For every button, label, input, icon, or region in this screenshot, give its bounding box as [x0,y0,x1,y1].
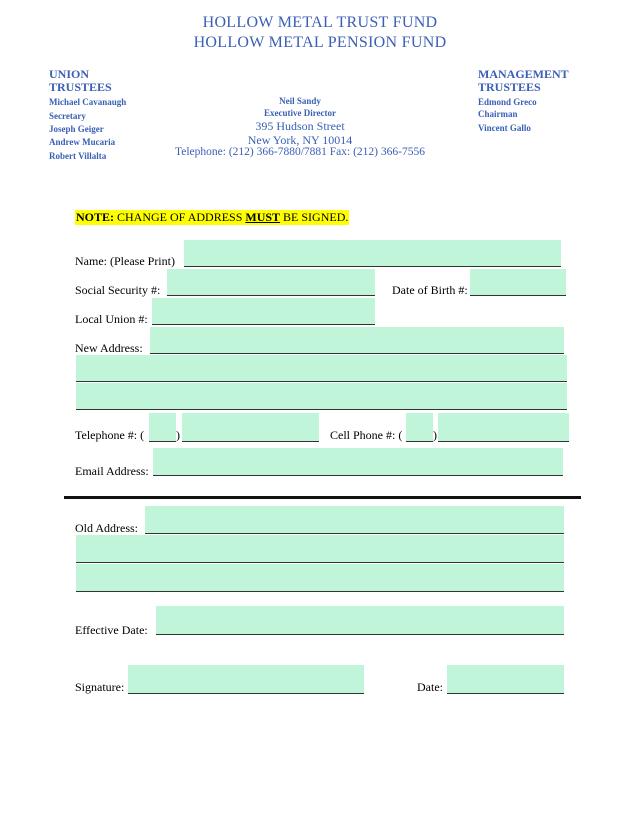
union-heading-line1: UNION [49,67,90,81]
old-address-line-1[interactable] [145,506,564,534]
ssn-field[interactable] [167,269,375,296]
director-name: Neil Sandy [279,96,321,106]
note-must: MUST [245,210,281,224]
local-union-field[interactable] [152,298,375,325]
note-text-2: BE SIGNED. [280,210,349,224]
dob-label: Date of Birth #: [392,283,468,297]
management-heading-line1: MANAGEMENT [478,67,569,81]
union-heading-line2: TRUSTEES [49,80,112,94]
email-field[interactable] [153,448,563,476]
telephone-label: Telephone #: ( [75,428,145,442]
new-address-line-2[interactable] [76,355,567,382]
telephone-number-field[interactable] [182,413,319,442]
section-divider [64,496,581,499]
new-address-label: New Address: [75,341,143,355]
cell-area-code-field[interactable] [406,413,433,442]
union-trustees-list [49,96,126,162]
union-trustee: Secretary [49,111,86,121]
fund-title-1: HOLLOW METAL TRUST FUND [202,14,438,31]
management-trustee: Chairman [478,109,518,119]
cell-paren-close: ) [433,428,437,442]
street-address: 395 Hudson Street [255,119,345,133]
union-trustee: Joseph Geiger [49,124,104,134]
fund-title-2: HOLLOW METAL PENSION FUND [193,34,447,51]
effective-date-label: Effective Date: [75,623,148,637]
old-address-label: Old Address: [75,521,138,535]
email-label: Email Address: [75,464,149,478]
date-label: Date: [417,680,443,694]
name-label: Name: (Please Print) [75,254,175,268]
union-trustee: Robert Villalta [49,151,107,161]
union-trustee: Andrew Mucaria [49,137,116,147]
cell-number-field[interactable] [438,413,569,442]
effective-date-field[interactable] [156,606,564,635]
new-address-line-3[interactable] [76,383,567,410]
director-title: Executive Director [263,108,337,118]
old-address-line-3[interactable] [76,564,564,592]
note-text-1: CHANGE OF ADDRESS [114,210,246,224]
new-address-line-1[interactable] [150,327,564,354]
signature-field[interactable] [128,665,364,694]
old-address-line-2[interactable] [76,535,564,563]
management-trustee: Vincent Gallo [478,123,531,133]
management-trustees-list [478,96,537,134]
local-union-label: Local Union #: [75,312,148,326]
management-heading-line2: TRUSTEES [478,80,541,94]
management-trustee: Edmond Greco [478,97,537,107]
management-trustees-heading [478,68,569,94]
date-field[interactable] [447,665,564,694]
dob-field[interactable] [470,269,566,296]
name-field[interactable] [184,240,561,267]
ssn-label: Social Security #: [75,283,161,297]
telephone-paren-close: ) [176,428,180,442]
city-address: New York, NY 10014 [247,133,353,147]
signature-note [75,210,349,225]
signature-label: Signature: [75,680,125,694]
union-trustee: Michael Cavanaugh [49,97,127,107]
telephone-area-code-field[interactable] [149,413,176,442]
union-trustees-heading [49,68,112,94]
note-prefix: NOTE: [76,210,115,224]
phone-fax: Telephone: (212) 366-7880/7881 Fax: (212) 366-7556 [175,146,425,158]
cell-phone-label: Cell Phone #: ( [330,428,403,442]
